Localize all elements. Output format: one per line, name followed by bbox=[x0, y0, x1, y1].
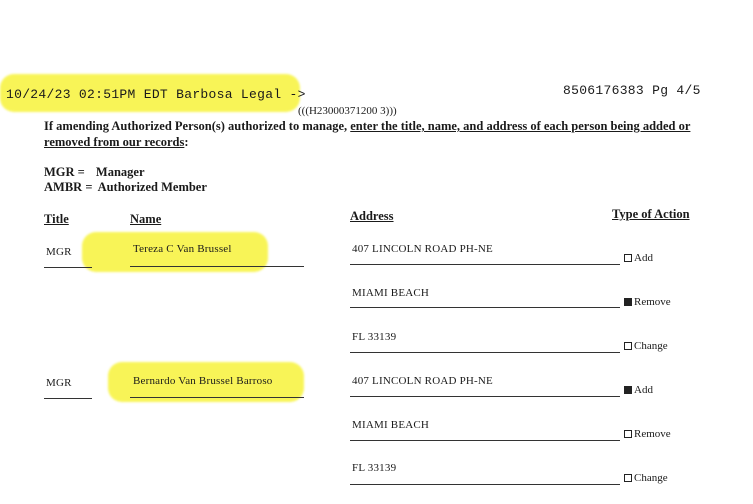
entry-2-action-change[interactable] bbox=[624, 472, 668, 484]
entry-2-address-rule-3 bbox=[350, 484, 620, 485]
column-type-of-action: Type of Action bbox=[612, 207, 690, 221]
checkbox-checked-icon bbox=[624, 298, 632, 306]
definition-ambr bbox=[44, 180, 207, 195]
column-title: Title bbox=[44, 212, 69, 226]
entry-2-title: MGR bbox=[46, 377, 72, 389]
action-label: Add bbox=[634, 252, 653, 264]
entry-1-action-remove[interactable] bbox=[624, 296, 671, 308]
column-name: Name bbox=[130, 212, 162, 226]
intro-paragraph bbox=[44, 118, 704, 150]
action-label: Change bbox=[634, 340, 668, 352]
action-label: Remove bbox=[634, 296, 671, 308]
entry-2-name-line bbox=[130, 397, 304, 398]
action-label: Add bbox=[634, 384, 653, 396]
action-label: Change bbox=[634, 472, 668, 484]
intro-text: If amending Authorized Person(s) authorized to manage, bbox=[44, 119, 351, 133]
entry-1-address-line-1: 407 LINCOLN ROAD PH-NE bbox=[352, 243, 493, 255]
entry-1-action-change[interactable] bbox=[624, 340, 668, 352]
entry-2-address-line-1: 407 LINCOLN ROAD PH-NE bbox=[352, 375, 493, 387]
entry-1-address-line-3: FL 33139 bbox=[352, 331, 397, 343]
checkbox-icon bbox=[624, 254, 632, 262]
entry-2-address-line-2: MIAMI BEACH bbox=[352, 419, 430, 431]
definition-code: MGR = bbox=[44, 165, 85, 179]
checkbox-icon bbox=[624, 342, 632, 350]
entry-1-address-line-2: MIAMI BEACH bbox=[352, 287, 430, 299]
action-label: Remove bbox=[634, 428, 671, 440]
entry-1-address-rule-3 bbox=[350, 352, 620, 353]
entry-1-name: Tereza C Van Brussel bbox=[133, 243, 232, 255]
checkbox-icon bbox=[624, 474, 632, 482]
fax-header-left: 10/24/23 02:51PM EDT Barbosa Legal -> bbox=[6, 87, 306, 102]
entry-1-address-rule-1 bbox=[350, 264, 620, 265]
entry-2-title-line bbox=[44, 398, 92, 399]
fax-header-right: 8506176383 Pg 4/5 bbox=[563, 83, 701, 98]
intro-colon: : bbox=[184, 135, 189, 149]
definition-mgr bbox=[44, 165, 145, 180]
entry-2-action-add[interactable] bbox=[624, 384, 653, 396]
definition-meaning: Manager bbox=[95, 165, 145, 179]
intro-underlined: enter the title, name, and address of each person being added or removed from our records bbox=[44, 119, 691, 149]
checkbox-icon bbox=[624, 430, 632, 438]
entry-1-title: MGR bbox=[46, 246, 72, 258]
checkbox-checked-icon bbox=[624, 386, 632, 394]
definition-meaning: Authorized Member bbox=[97, 180, 207, 194]
entry-1-name-line bbox=[130, 266, 304, 267]
entry-1-address-rule-2 bbox=[350, 307, 620, 308]
entry-2-address-rule-2 bbox=[350, 440, 620, 441]
entry-2-action-remove[interactable] bbox=[624, 428, 671, 440]
entry-2-address-rule-1 bbox=[350, 396, 620, 397]
entry-1-title-line bbox=[44, 267, 92, 268]
definition-code: AMBR = bbox=[44, 180, 93, 194]
entry-1-action-add[interactable] bbox=[624, 252, 653, 264]
document-id: (((H23000371200 3))) bbox=[298, 105, 397, 117]
column-address: Address bbox=[350, 209, 394, 223]
entry-2-address-line-3: FL 33139 bbox=[352, 462, 397, 474]
entry-2-name: Bernardo Van Brussel Barroso bbox=[133, 375, 273, 387]
